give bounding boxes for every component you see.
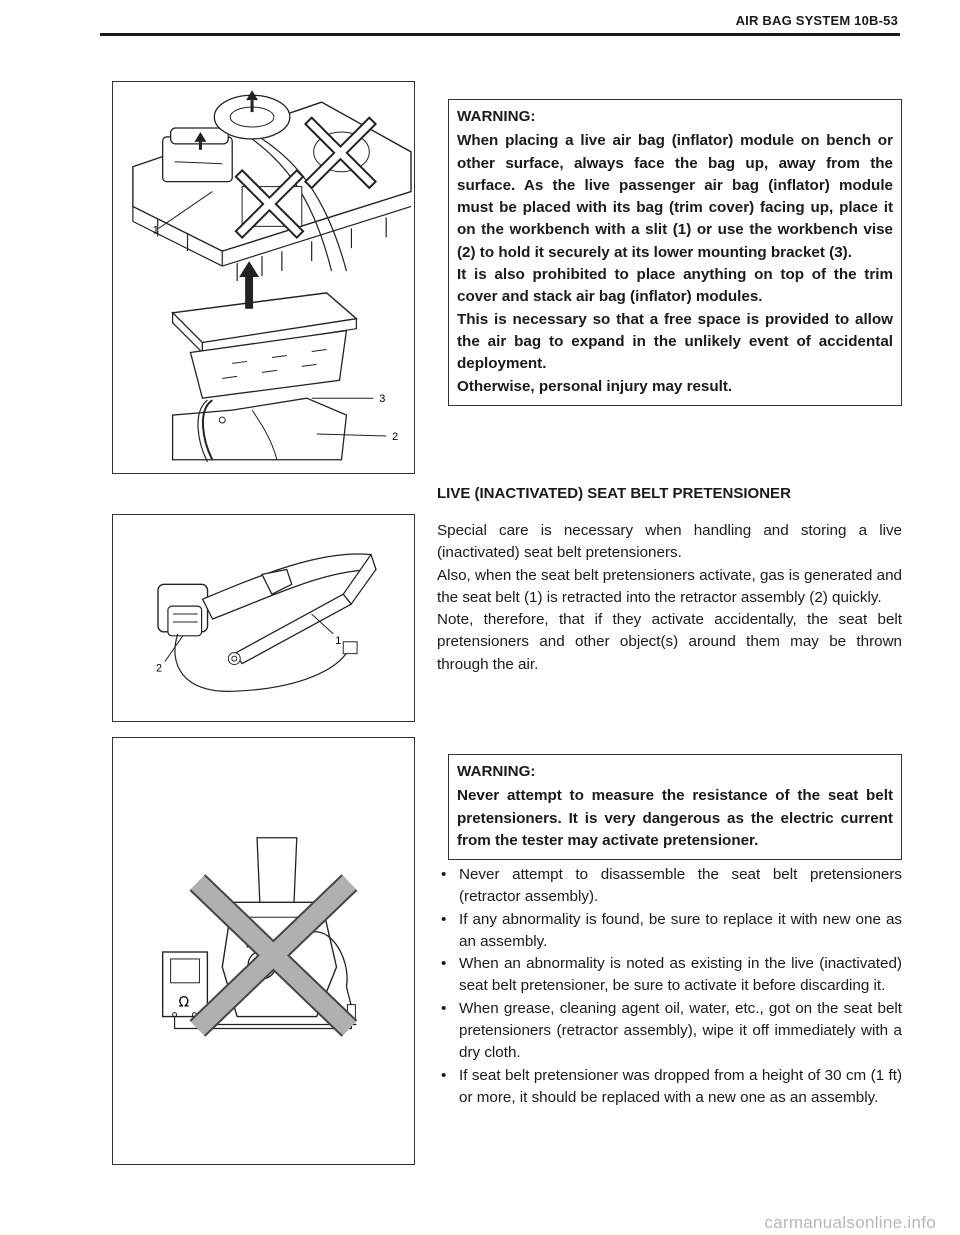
header-rule [100,33,900,36]
watermark: carmanualsonline.info [764,1213,936,1232]
bullet-marker: • [441,910,447,928]
list-item [437,909,902,954]
callout-1: 1 [335,634,342,647]
list-item-text: If seat belt pretensioner was dropped from a height of 30 cm (1 ft) or more, it should be replaced with a new one as an assembly. [459,1066,902,1106]
airbag-placement-drawing [113,82,414,473]
warning-box-resistance [448,754,902,860]
paragraph: Also, when the seat belt pretensioners activate, gas is generated and the seat belt (1) is retracted into the retractor assembly (2) quickly. [437,566,902,606]
list-item [437,1065,902,1110]
warning-box-airbag-placement [448,99,902,406]
list-item-text: When grease, cleaning agent oil, water, etc., got on the seat belt pretensioners (retractor assembly), wipe it off immediately with a dry cloth. [459,999,902,1062]
bullet-marker: • [441,866,447,883]
warning-line: It is also prohibited to place anything on top of the trim cover and stack air bag (inflator) modules. [457,266,893,306]
warning-line: Otherwise, personal injury may result. [457,377,733,395]
list-item [437,953,902,998]
pretensioner-handling-text [437,520,902,676]
callout-3: 3 [379,393,386,406]
callout-2: 2 [156,662,163,675]
warning-title: WARNING: [457,763,536,780]
ohm-symbol: Ω [178,994,190,1011]
warning-line: Never attempt to measure the resistance of the seat belt pretensioners. It is very dangerous as the electric current from the tester may activate pretensioner. [457,787,893,849]
no-resistance-measurement-illustration [112,737,415,1165]
bullet-marker: • [441,955,447,973]
callout-2: 2 [392,430,399,443]
warning-title: WARNING: [457,108,536,125]
section-heading: LIVE (INACTIVATED) SEAT BELT PRETENSIONER [437,485,791,502]
page-header-title: AIR BAG SYSTEM 10B-53 [735,13,898,28]
precautions-list [437,864,902,1109]
warning-line: This is necessary so that a free space is provided to allow the air bag to expand in the unlikely event of accidental deployment. [457,310,893,373]
list-item [437,864,902,909]
seat-belt-pretensioner-illustration [112,514,415,722]
ohmmeter-prohibited-drawing [113,738,414,1164]
list-item [437,998,902,1065]
list-item-text: Never attempt to disassemble the seat belt pretensioners (retractor assembly). [459,866,902,906]
airbag-placement-illustration [112,81,415,474]
warning-line: When placing a live air bag (inflator) module on bench or other surface, always face the bag up, away from the surface. As the live passenger air bag (inflator) module must be placed with its bag (trim cover) facing up, place it on the workbench with a slit (1) or use the workbench vise (2) to hold it securely at its lower mounting bracket (3). [457,132,893,261]
bullet-marker: • [441,999,447,1017]
list-item-text: When an abnormality is noted as existing in the live (inactivated) seat belt pretensioner, be sure to activate it before discarding it. [459,955,902,995]
bullet-marker: • [441,1066,447,1084]
paragraph: Note, therefore, that if they activate accidentally, the seat belt pretensioners and other object(s) around them may be thrown through the air. [437,611,902,673]
callout-1: 1 [152,224,159,237]
seat-belt-drawing [113,515,414,721]
paragraph: Special care is necessary when handling and storing a live (inactivated) seat belt pretensioners. [437,522,902,562]
list-item-text: If any abnormality is found, be sure to replace it with new one as an assembly. [459,910,902,950]
